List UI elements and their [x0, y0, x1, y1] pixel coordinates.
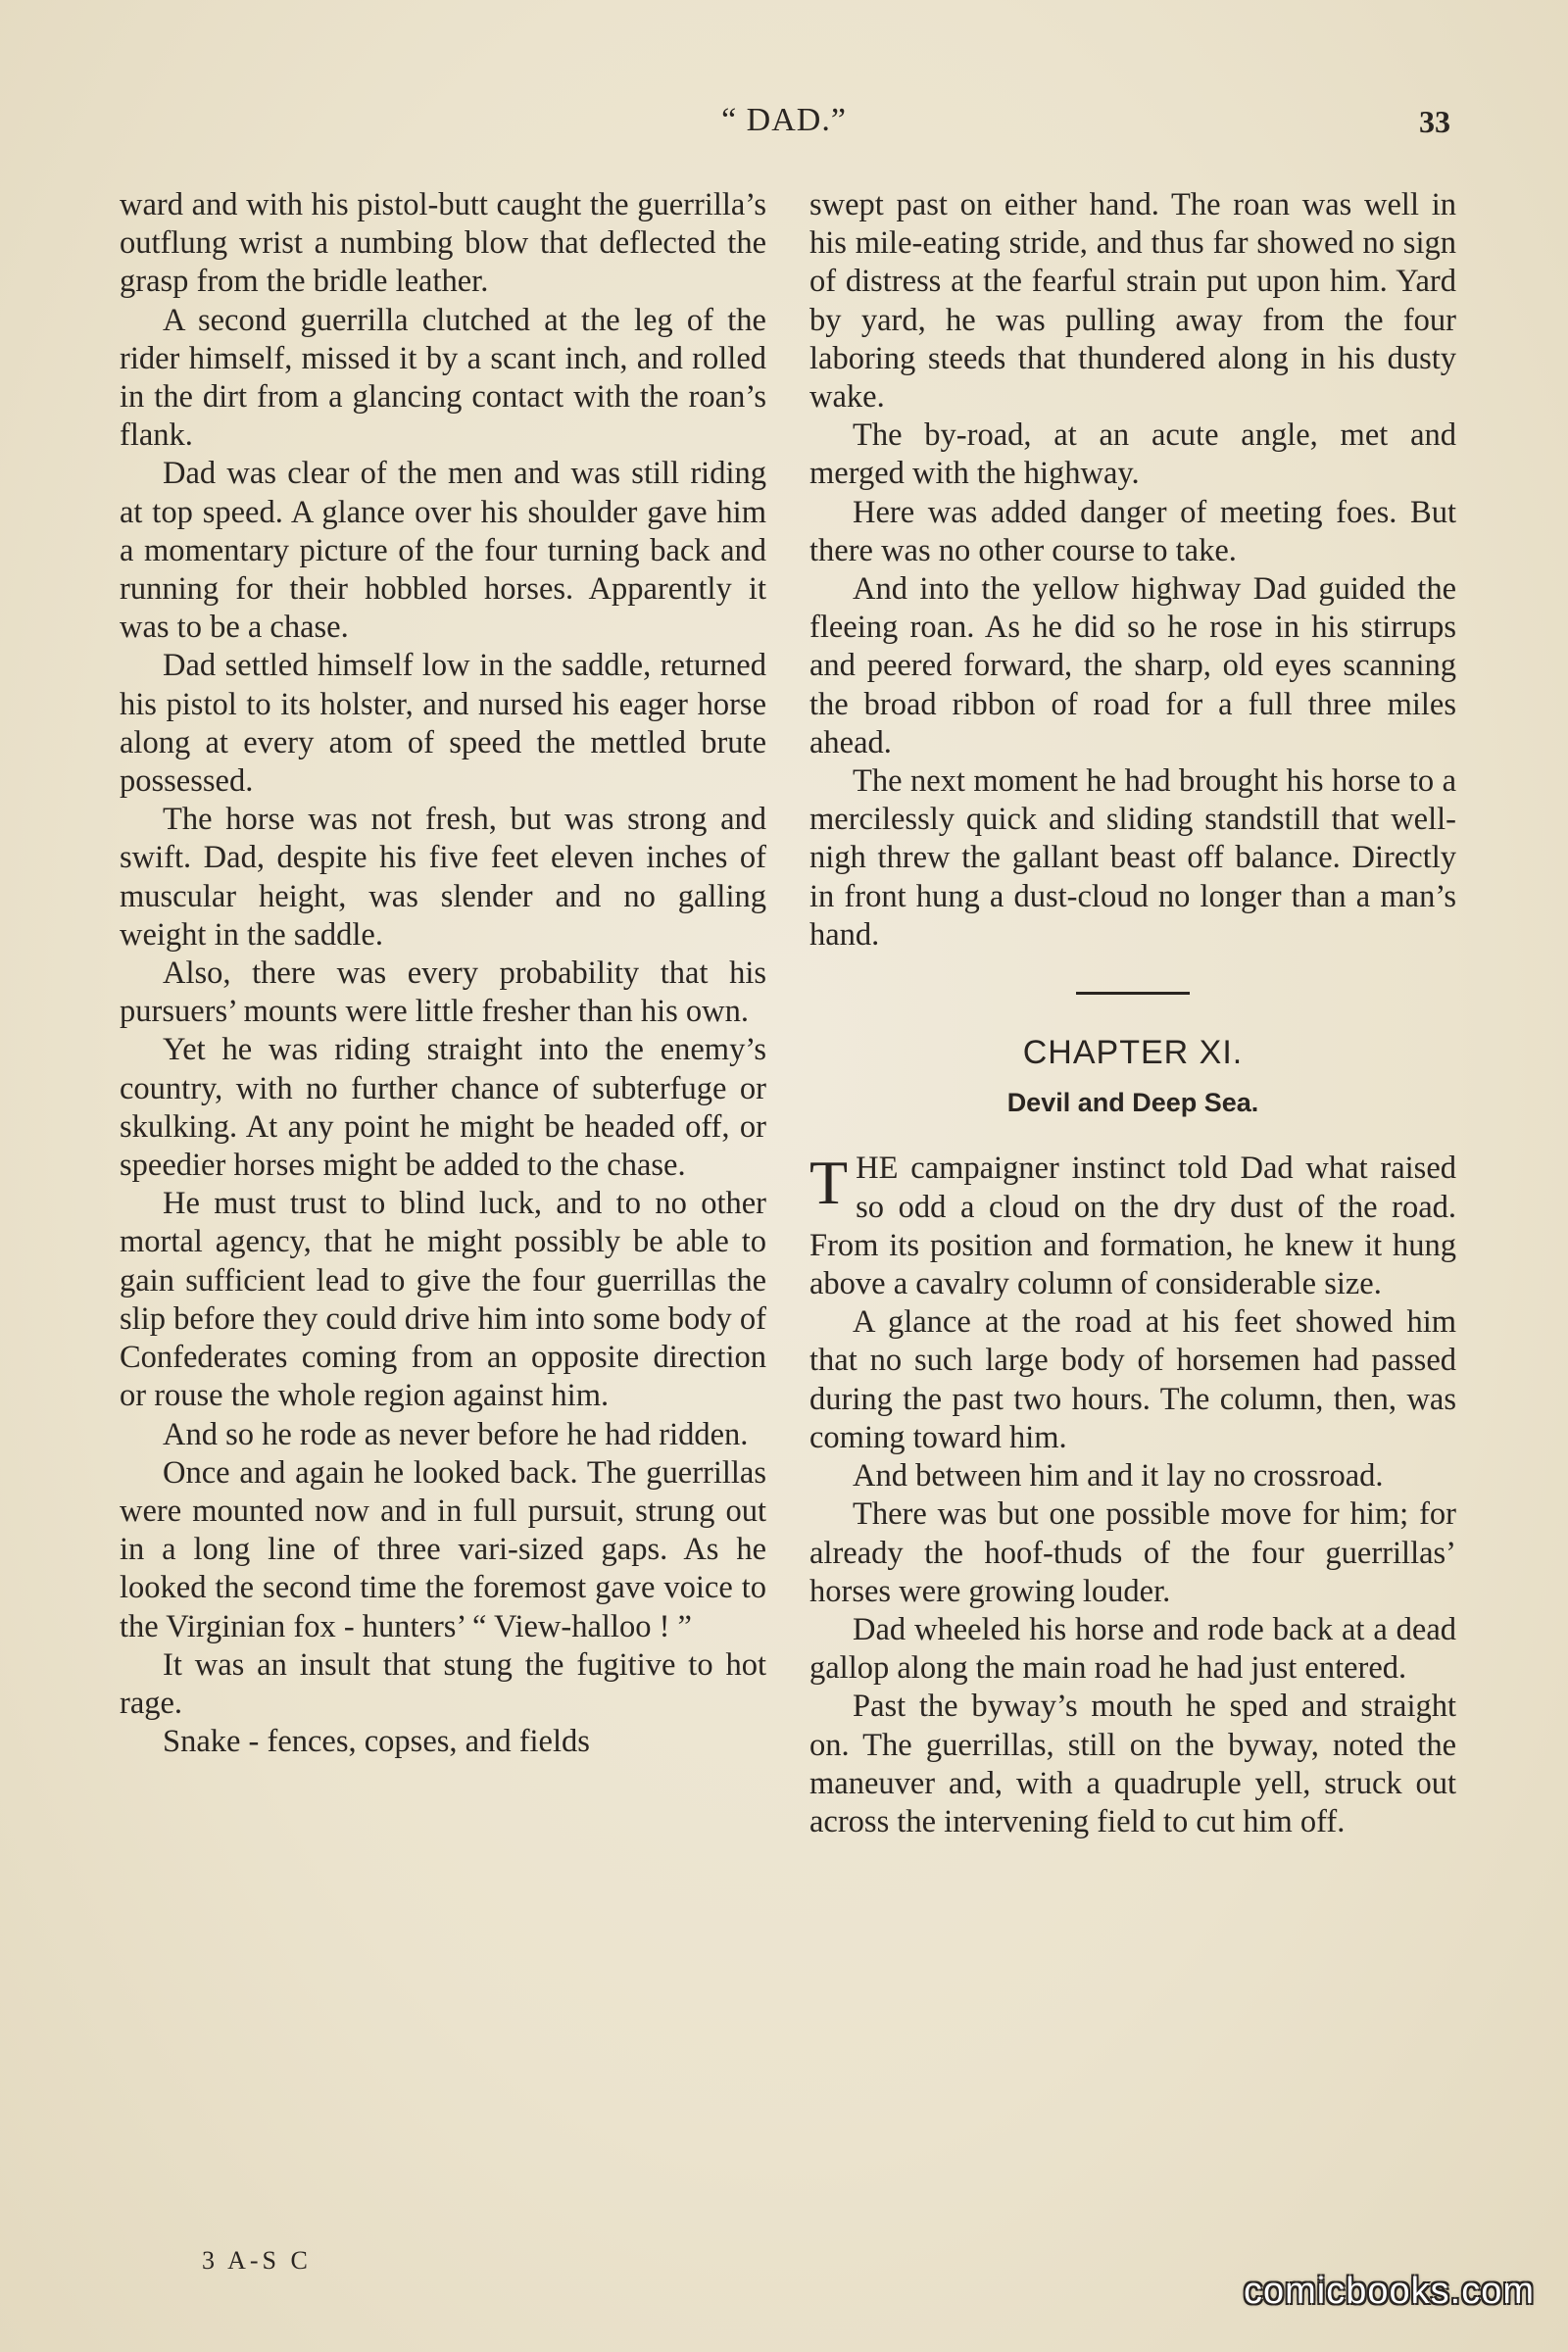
site-watermark: comicbooks.com [1244, 2271, 1535, 2312]
running-title: “ DAD.” [721, 102, 847, 138]
paragraph: It was an insult that stung the fugitive to hot rage. [120, 1646, 766, 1721]
drop-cap: T [809, 1148, 849, 1218]
paragraph: The by-road, at an acute angle, met and merged with the highway. [809, 417, 1456, 492]
paragraph: The horse was not fresh, but was strong and swift. Dad, despite his five feet eleven inches of muscular height, was slender and no galling weight in the saddle. [120, 802, 766, 953]
paragraph: There was but one possible move for him; for already the hoof-thuds of the four guerrillas’ horses were growing louder. [809, 1496, 1456, 1609]
paragraph: Here was added danger of meeting foes. But there was no other course to take. [809, 494, 1456, 568]
paragraph: A second guerrilla clutched at the leg of the rider himself, missed it by a scant inch, and rolled in the dirt from a glancing contact with the roan’s flank. [120, 302, 766, 454]
paragraph: Once and again he looked back. The guerrillas were mounted now and in full pursuit, strung out in a long line of three vari-sized gaps. As he looked the second time the foremost gave voice to the Virginian fox - hunters’ “ View-halloo ! ” [120, 1454, 766, 1644]
paragraph: Dad wheeled his horse and rode back at a dead gallop along the main road he had just entered. [809, 1611, 1456, 1687]
printer-signature-mark: 3 A-S C [202, 2246, 312, 2275]
paragraph: And so he rode as never before he had ridden. [163, 1416, 749, 1452]
paragraph: The next moment he had brought his horse to a mercilessly quick and sliding standstill that well-nigh threw the gallant beast off balance. Directly in front hung a dust-cloud no longer than a man’s hand. [809, 763, 1456, 953]
section-divider [1076, 992, 1190, 995]
paragraph: And between him and it lay no crossroad. [853, 1458, 1384, 1494]
chapter-opening-paragraph [809, 1150, 1456, 1303]
chapter-opening-text: HE campaigner instinct told Dad what raised so odd a cloud on the dry dust of the road. From its position and formation, he knew it hung above a cavalry column of considerable size. [809, 1151, 1456, 1302]
paragraph: And into the yellow highway Dad guided the fleeing roan. As he did so he rose in his stirrups and peered forward, the sharp, old eyes scanning the broad ribbon of road for a full three miles ahead. [809, 571, 1456, 760]
paragraph: Dad was clear of the men and was still riding at top speed. A glance over his shoulder gave him a momentary picture of the four turning back and running for their hobbled horses. Apparently it was to be a chase. [120, 456, 766, 646]
paragraph: Past the byway’s mouth he sped and straight on. The guerrillas, still on the byway, noted the maneuver and, with a quadruple yell, struck out across the intervening field to cut him off. [809, 1689, 1456, 1839]
left-column [120, 186, 766, 1761]
paragraph: Snake - fences, copses, and fields [163, 1724, 590, 1760]
paragraph: Yet he was riding straight into the enemy’s country, with no further chance of subterfuge or skulking. At any point he might be headed off, or speedier horses might be added to the chase. [120, 1032, 766, 1184]
chapter-title: CHAPTER XI. [1022, 1034, 1244, 1072]
paragraph: Dad settled himself low in the saddle, returned his pistol to its holster, and nursed his eager horse along at every atom of speed the mettled brute possessed. [120, 648, 766, 800]
page-number: 33 [1419, 104, 1450, 139]
paragraph: Also, there was every probability that his pursuers’ mounts were little fresher than his own. [120, 956, 766, 1030]
paragraph: He must trust to blind luck, and to no other mortal agency, that he might possibly be able to gain sufficient lead to give the four guerrillas the slip before they could drive him into some body of Confederates coming from an opposite direction or rouse the whole region against him. [120, 1186, 766, 1414]
paragraph: A glance at the road at his feet showed him that no such large body of horsemen had passed during the past two hours. The column, then, was coming toward him. [809, 1304, 1456, 1455]
right-column [809, 186, 1456, 1841]
paragraph: swept past on either hand. The roan was well in his mile-eating stride, and thus far showed no sign of distress at the fearful strain put upon him. Yard by yard, he was pulling away from the four laboring steeds that thundered along in his dusty wake. [809, 187, 1456, 416]
chapter-subtitle: Devil and Deep Sea. [1006, 1088, 1259, 1118]
paragraph: ward and with his pistol-butt caught the guerrilla’s outflung wrist a numbing blow that deflected the grasp from the bridle leather. [120, 187, 766, 300]
